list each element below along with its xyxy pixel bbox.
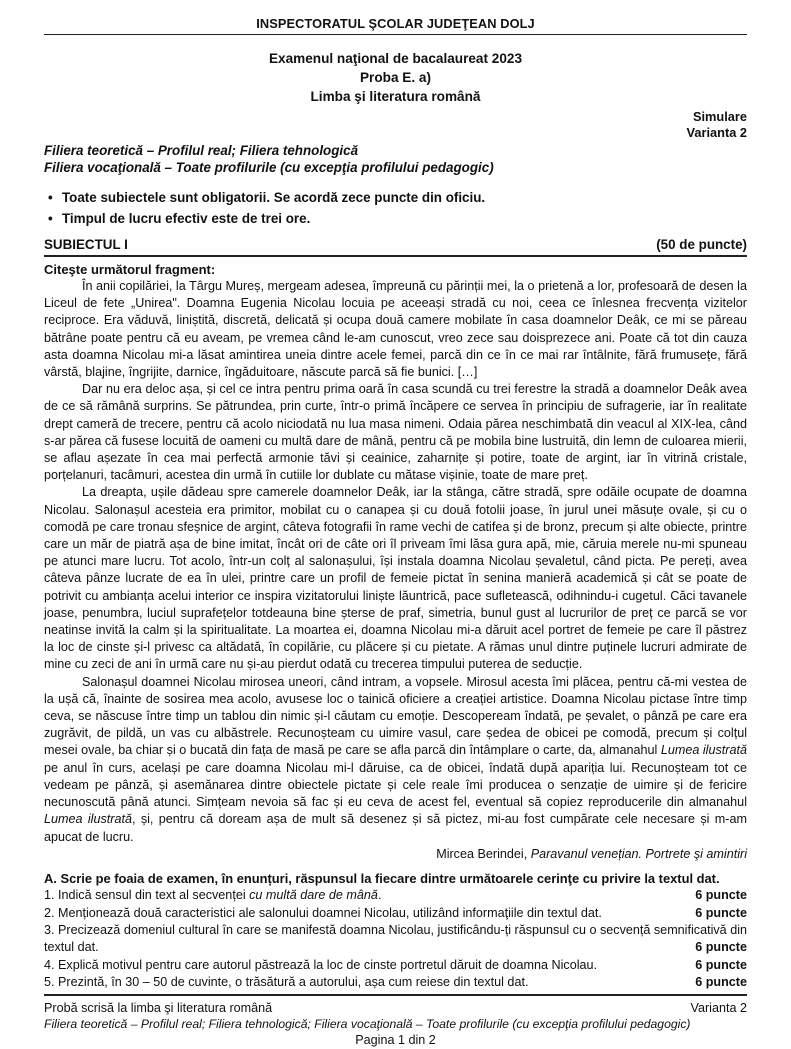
exam-proba: Proba E. a) xyxy=(359,70,431,85)
footer-divider xyxy=(44,994,747,996)
page-number: Pagina 1 din 2 xyxy=(355,1033,436,1048)
filiera-line-1: Filiera teoretică – Profilul real; Filiera tehnologică xyxy=(44,143,359,158)
fragment-paragraph xyxy=(44,381,747,484)
header-divider xyxy=(44,34,747,35)
instruction-item xyxy=(44,208,747,229)
text-run: 1. Indică sensul din text al secvenței xyxy=(44,888,250,903)
italic-text: cu multă dare de mână xyxy=(249,888,378,903)
italic-text: Lumea ilustrată xyxy=(44,812,132,827)
italic-text: Lumea ilustrată xyxy=(660,743,747,758)
fragment-body xyxy=(44,278,747,846)
text-run: Salonașul doamnei Nicolau mirosea uneori, când intram, a vopsele. Mirosul acesta îmi plăcea, pentru că-mi vestea de la ușă că, înainte de sosirea mea acolo, avusese loc o tainică oficiere a creației artistice. Doamna Nicolau pictase între timp ceva, se născuse între timp un tablou din nimic și-l căutam cu emoție. Descopeream îndată, pe șevalet, o pânză pe care era zugrăvit, de pildă, un vas cu albăstrele. Recunoșteam cu uimire vasul, care ședea de obicei pe comodă, precum și colțul mesei ovale, ba chiar și o bucată din fața de masă pe care se afla parcă din întâmplare o carte, da, almanahul xyxy=(44,674,747,758)
text-run: Dar nu era deloc așa, și cel ce intra pentru prima oară în casa scundă cu trei ferestre la stradă a doamnelor Deâk avea de ce să rămână surprins. Se pătrundea, prin curte, într-o primă încăpere ce servea în principiu de sufragerie, iar în realitate drept cameră de trecere, pentru că acolo niciodată nu lua masa nimeni. Odaia părea neschimbată din veacul al XIX-lea, când s-ar părea că fusese locuită de oameni cu multă dare de mână, pentru că pe mobila bine lustruită, din lemn de culoarea mierii, se aflau așezate în cea mai perfectă armonie tăvi și ceainice, zaharnițe și potire, toate de argint, iar în vitrină cristale, porțelanuri, tacâmuri, acestea din urmă în cutiile lor dublate cu mătase vișinie, toate de mare preț. xyxy=(44,382,747,483)
filiera-line-2: Filiera vocaţională – Toate profilurile (cu excepţia profilului pedagogic) xyxy=(44,159,494,175)
footer-row xyxy=(44,1000,747,1017)
text-run: 5. Prezintă, în 30 – 50 de cuvinte, o trăsătură a autorului, așa cum reiese din textul dat. xyxy=(44,975,529,990)
question-item xyxy=(44,974,747,991)
fragment-paragraph xyxy=(44,674,747,846)
question-points: 6 puncte xyxy=(695,975,747,990)
text-run: 3. Precizează domeniul cultural în care se manifestă doamna Nicolau, justificându-ți răspunsul cu o secvență semnificativă din textul dat. xyxy=(44,922,747,955)
instruction-item xyxy=(44,187,747,208)
instruction-text: Toate subiectele sunt obligatorii. Se acordă zece puncte din oficiu. xyxy=(62,190,486,205)
text-run: La dreapta, ușile dădeau spre camerele doamnelor Deâk, iar la stânga, către stradă, spre odăile ocupate de doamna Nicolau. Salonașul acesteia era primitor, mobilat cu o canapea și cu două fotolii joase, în jurul unei măsuțe ovale, și cu o comodă pe care tronau sfeșnice de argint, câteva fotografii în rame vechi de catifea și de bronz, precum și alte obiecte, printre care un măr de piatră așa de bine imitat, încât ori de câte ori îl priveam îmi lăsa gura apă, mie, căruia merele nu-mi spuneau pe atunci mare lucru. Tot acolo, într-un colț al salonașului, își instala doamna Nicolau șevaletul, când picta. Pe pereți, avea câteva pânze lucrate de ea în ulei, printre care un profil de femeie pictat în senina manieră academică și cât se poate de potrivit cu ambianța acelui interior ce inspira vizitatorului liniște lăuntrică, pace sufletească, odihnindu-i cugetul. Căci tavanele joase, penumbra, luciul suprafețelor totdeauna bine șterse de praf, simetria, bunul gust al lucrurilor de preț ce parcă se vor neatinse invită la calm și la spiritualitate. La moartea ei, doamna Nicolau mi-a dăruit acel portret de femeie pe care îl păstrez la loc de cinste și-l privesc ca altădată, în copilărie, cu plăcere și cu pietate. A rămas unul dintre puținele lucruri admirate de mine cu zeci de ani în urmă care nu și-au pierdut odată cu trecerea timpului puterea de seducție. xyxy=(44,485,747,672)
text-run: 2. Menționează două caracteristici ale salonului doamnei Nicolau, utilizând informaţiile din textul dat. xyxy=(44,905,602,920)
question-points: 6 puncte xyxy=(695,905,747,920)
text-run: pe anul în curs, același pe care doamna Nicolau mi-l dăruise, ca de obicei, îndată după apariția lui. Recunoșteam tot ce vedeam pe pânză, și asemănarea dintre obiectele pictate și cele reale îmi producea o senzație de uimire și de fericire necunoscută până atunci. Simțeam nevoia să fac și eu ceva de acest fel, eventual să copiez reproducerile din almanahul xyxy=(44,760,747,810)
attribution-author: Mircea Berindei, xyxy=(436,846,531,861)
filiera-block xyxy=(44,143,747,176)
text-run: În anii copilăriei, la Târgu Mureș, mergeam adesea, împreună cu părinții mei, la o prietenă a lor, profesoară de desen la Liceul de fete „Unirea". Doamna Eugenia Nicolau locuia pe aceeași stradă cu noi, ceea ce înlesnea frecvența vizitelor reciproce. Era văduvă, liniștită, discretă, delicată și ocupa două camere mobilate în casa doamnelor Deâk, ce mi se păreau bătrâne poate pentru că eu aveam, pe vremea când le-am cunoscut, vreo zece sau doisprezece ani. Poate că tot din cauza asta doamna Nicolau mi-a lăsat amintirea uneia dintre acele femei, parcă din ce în ce mai rar întâlnite, fără frumusețe, fără vârstă, blajine, îngrijite, darnice, îngăduitoare, născute parcă să fie bunici. […] xyxy=(44,279,747,380)
question-points: 6 puncte xyxy=(695,888,747,903)
subject-points: (50 de puncte) xyxy=(656,237,747,252)
question-text xyxy=(44,906,602,920)
question-item xyxy=(44,957,747,974)
attribution xyxy=(44,846,747,863)
question-item xyxy=(44,887,747,904)
subject-header xyxy=(44,237,747,253)
instruction-text: Timpul de lucru efectiv este de trei ore. xyxy=(62,211,311,226)
fragment-intro: Citeşte următorul fragment: xyxy=(44,262,216,277)
subject-divider xyxy=(44,255,747,257)
question-points: 6 puncte xyxy=(695,940,747,955)
fragment-paragraph xyxy=(44,278,747,381)
exam-title: Examenul naţional de bacalaureat 2023 xyxy=(268,51,523,66)
variant-block xyxy=(44,109,747,140)
text-run: , și, pentru că doream așa de mult să desenez și să pictez, mi-au fost cumpărate cele necesare și m-am apucat de lucru. xyxy=(44,812,747,844)
question-text xyxy=(44,923,747,954)
footer-variant: Varianta 2 xyxy=(690,1000,747,1015)
section-a-intro: A. Scrie pe foaia de examen, în enunțuri, răspunsul la fiecare dintre următoarele cerinţe cu privire la textul dat. xyxy=(44,870,720,886)
text-run: . xyxy=(377,888,382,903)
question-text xyxy=(44,888,381,902)
text-run: 4. Explică motivul pentru care autorul păstrează la loc de cinste portretul dăruit de doamna Nicolau. xyxy=(44,957,598,972)
question-item xyxy=(44,905,747,922)
simulation-label: Simulare xyxy=(692,109,747,124)
bullet-icon: • xyxy=(48,211,53,226)
attribution-work: Paravanul venețian. Portrete şi amintiri xyxy=(530,846,747,861)
variant-label: Varianta 2 xyxy=(686,124,747,140)
exam-subject-name: Limba şi literatura română xyxy=(310,89,481,104)
question-text xyxy=(44,958,597,972)
question-item xyxy=(44,922,747,957)
fragment-paragraph xyxy=(44,484,747,673)
institution-header: INSPECTORATUL ŞCOLAR JUDEŢEAN DOLJ xyxy=(256,16,535,31)
footer-filiera: Filiera teoretică – Profilul real; Filiera tehnologică; Filiera vocaţională – Toate profilurile (cu excepţia profilului pedagogic) xyxy=(44,1017,691,1032)
footer-left: Probă scrisă la limba şi literatura română xyxy=(44,1000,273,1015)
page-footer xyxy=(44,992,747,1049)
title-block xyxy=(44,49,747,106)
subject-label: SUBIECTUL I xyxy=(44,237,128,252)
bullet-icon: • xyxy=(48,190,53,205)
question-points: 6 puncte xyxy=(695,957,747,972)
instructions xyxy=(44,187,747,229)
questions-list xyxy=(44,887,747,991)
question-text xyxy=(44,975,528,989)
